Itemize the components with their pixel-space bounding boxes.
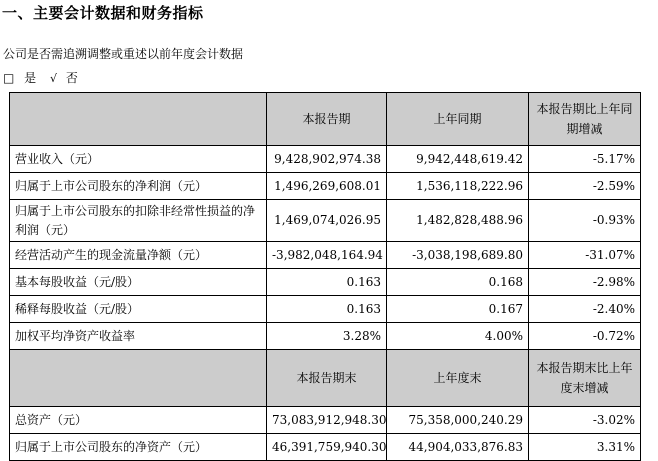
table-row bbox=[10, 296, 641, 323]
table-cell: 3.28% bbox=[267, 323, 387, 350]
section-title: 一、主要会计数据和财务指标 bbox=[2, 4, 204, 22]
table-cell: 46,391,759,940.30 bbox=[267, 434, 387, 461]
table-cell: 1,536,118,222.96 bbox=[387, 173, 529, 200]
table-cell: -5.17% bbox=[529, 146, 641, 173]
row-label: 加权平均净资产收益率 bbox=[10, 323, 267, 350]
row-label: 归属于上市公司股东的净利润（元） bbox=[10, 173, 267, 200]
table-cell: 1,469,074,026.95 bbox=[267, 200, 387, 242]
table-cell: 0.168 bbox=[387, 269, 529, 296]
table-cell: -3,982,048,164.94 bbox=[267, 242, 387, 269]
column-header: 本报告期末 bbox=[267, 350, 387, 407]
row-label: 归属于上市公司股东的扣除非经常性损益的净利润（元） bbox=[10, 200, 267, 242]
column-header bbox=[10, 93, 267, 146]
table-header-row bbox=[10, 93, 641, 146]
option-no-label: 否 bbox=[65, 71, 78, 85]
financial-data-table bbox=[9, 92, 641, 461]
checkbox-icon: □ bbox=[3, 71, 15, 85]
table-row bbox=[10, 146, 641, 173]
row-label: 稀释每股收益（元/股） bbox=[10, 296, 267, 323]
table-row bbox=[10, 200, 641, 242]
row-label: 总资产（元） bbox=[10, 407, 267, 434]
column-header bbox=[10, 350, 267, 407]
row-label: 基本每股收益（元/股） bbox=[10, 269, 267, 296]
table-row bbox=[10, 323, 641, 350]
column-header: 本报告期比上年同期增减 bbox=[529, 93, 641, 146]
row-label: 营业收入（元） bbox=[10, 146, 267, 173]
table-row bbox=[10, 434, 641, 461]
option-yes-label: 是 bbox=[24, 71, 37, 85]
row-label: 经营活动产生的现金流量净额（元） bbox=[10, 242, 267, 269]
column-header: 上年度末 bbox=[387, 350, 529, 407]
table-row bbox=[10, 407, 641, 434]
restatement-question: 公司是否需追溯调整或重述以前年度会计数据 bbox=[3, 47, 244, 61]
financial-table-body bbox=[10, 93, 641, 461]
table-cell: 9,942,448,619.42 bbox=[387, 146, 529, 173]
table-row bbox=[10, 242, 641, 269]
table-cell: 9,428,902,974.38 bbox=[267, 146, 387, 173]
table-cell: -0.72% bbox=[529, 323, 641, 350]
table-cell: 1,482,828,488.96 bbox=[387, 200, 529, 242]
table-cell: 75,358,000,240.29 bbox=[387, 407, 529, 434]
table-cell: 4.00% bbox=[387, 323, 529, 350]
table-row bbox=[10, 269, 641, 296]
table-cell: -2.59% bbox=[529, 173, 641, 200]
table-cell: -31.07% bbox=[529, 242, 641, 269]
table-cell: 0.167 bbox=[387, 296, 529, 323]
restatement-options bbox=[3, 69, 78, 86]
table-cell: 3.31% bbox=[529, 434, 641, 461]
table-cell: -3.02% bbox=[529, 407, 641, 434]
table-cell: 0.163 bbox=[267, 296, 387, 323]
table-cell: -2.40% bbox=[529, 296, 641, 323]
table-row bbox=[10, 173, 641, 200]
table-header-row bbox=[10, 350, 641, 407]
column-header: 上年同期 bbox=[387, 93, 529, 146]
row-label: 归属于上市公司股东的净资产（元） bbox=[10, 434, 267, 461]
checkmark-icon: √ bbox=[50, 72, 58, 85]
table-cell: 0.163 bbox=[267, 269, 387, 296]
table-cell: 73,083,912,948.30 bbox=[267, 407, 387, 434]
table-cell: 1,496,269,608.01 bbox=[267, 173, 387, 200]
column-header: 本报告期末比上年度末增减 bbox=[529, 350, 641, 407]
table-cell: -3,038,198,689.80 bbox=[387, 242, 529, 269]
table-cell: 44,904,033,876.83 bbox=[387, 434, 529, 461]
column-header: 本报告期 bbox=[267, 93, 387, 146]
table-cell: -0.93% bbox=[529, 200, 641, 242]
table-cell: -2.98% bbox=[529, 269, 641, 296]
